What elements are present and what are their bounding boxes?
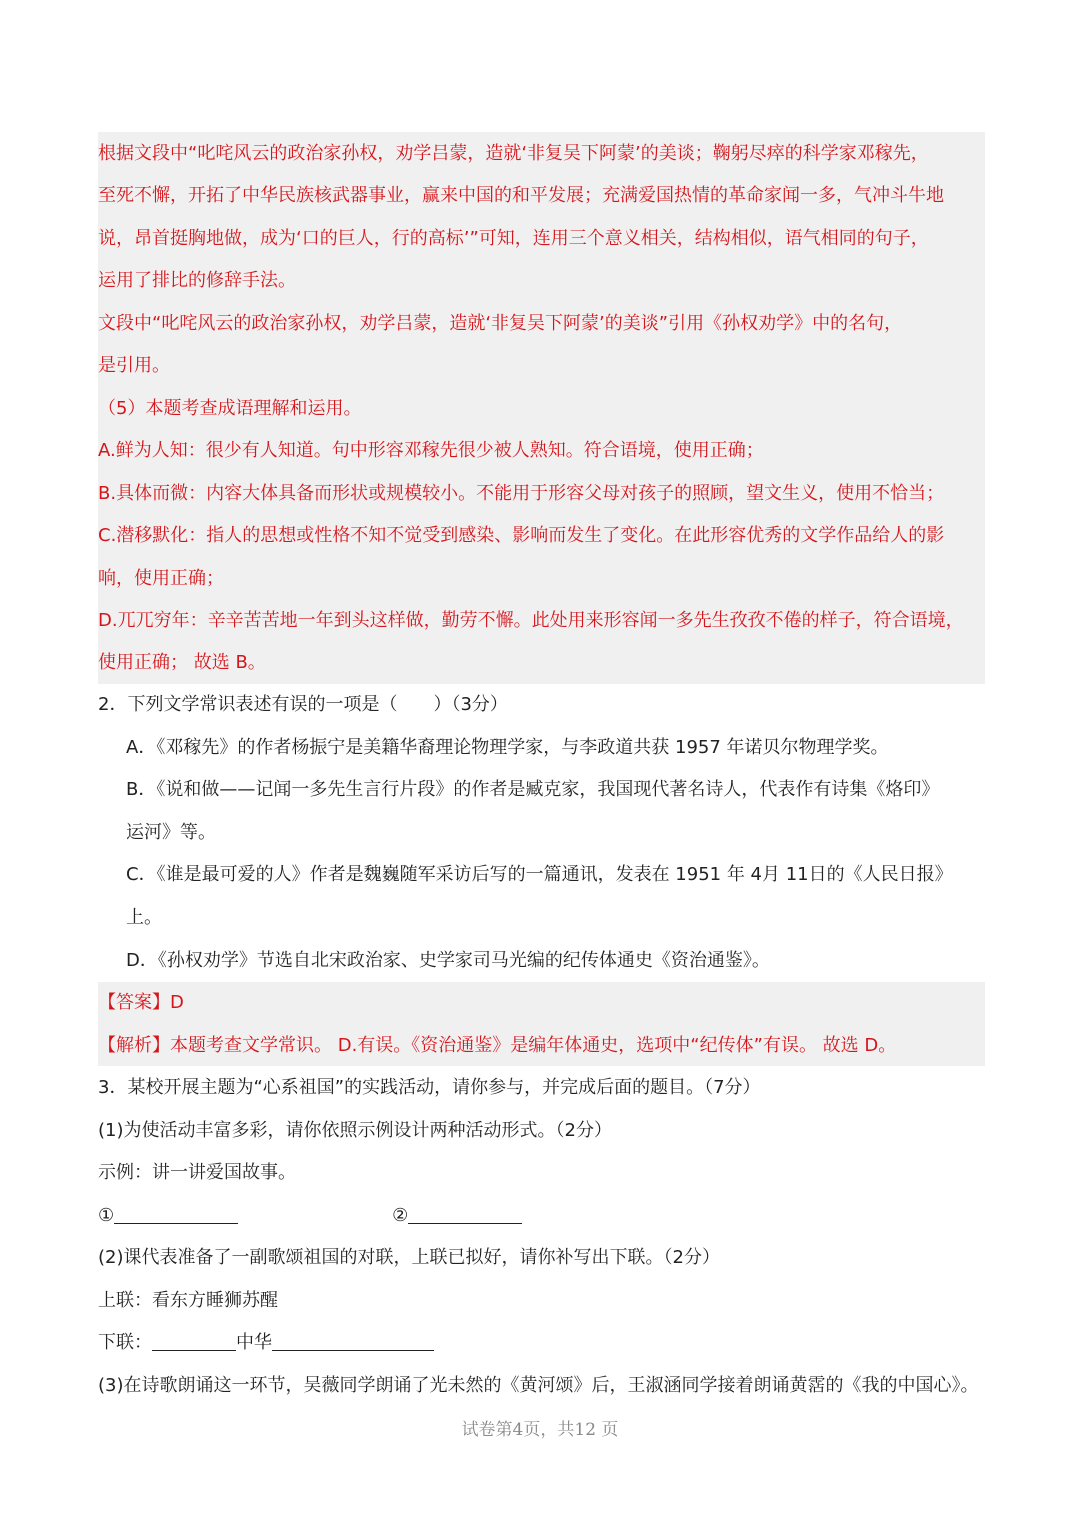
upper-couplet: 上联：看东方睡狮苏醒 bbox=[98, 1290, 278, 1311]
analysis-line: （5）本题考查成语理解和运用。 bbox=[98, 398, 362, 419]
blank-1-label: ① bbox=[98, 1205, 115, 1226]
option-a: A．《邓稼先》的作者杨振宁是美籍华裔理论物理学家，与李政道共获 1957 年诺贝尔物理学奖。 bbox=[126, 737, 889, 758]
page-footer: 试卷第4页，共12 页 bbox=[461, 1420, 619, 1440]
sub-question-3: (3)在诗歌朗诵这一环节，吴薇同学朗诵了光未然的《黄河颂》后，王淑涵同学接着朗诵黄霑的《我的中国心》。 bbox=[98, 1375, 979, 1396]
option-b-continued: 运河》等。 bbox=[126, 822, 216, 843]
option-c: C．《谁是最可爱的人》作者是魏巍随军采访后写的一篇通讯，发表在 1951 年 4月 11日的《人民日报》 bbox=[126, 864, 953, 885]
analysis-line: 使用正确； 故选 B。 bbox=[98, 652, 266, 673]
blank-2-label: ② bbox=[392, 1205, 409, 1226]
option-c-continued: 上。 bbox=[126, 907, 162, 928]
lower-couplet-row bbox=[98, 1328, 990, 1358]
analysis-line: 文段中“叱咤风云的政治家孙权，劝学吕蒙，造就‘非复吴下阿蒙’的美谈”引用《孙权劝学》中的名句， bbox=[98, 313, 903, 334]
analysis-line: 是引用。 bbox=[98, 355, 170, 376]
analysis-line: A.鲜为人知：很少有人知道。句中形容邓稼先很少被人熟知。符合语境，使用正确； bbox=[98, 440, 764, 461]
explanation-line: 【解析】本题考查文学常识。 D.有误。《资治通鉴》是编年体通史，选项中“纪传体”有误。 故选 D。 bbox=[98, 1035, 897, 1056]
analysis-line: 响，使用正确； bbox=[98, 568, 224, 589]
analysis-line: 至死不懈，开拓了中华民族核武器事业，赢来中国的和平发展；充满爱国热情的革命家闻一多，气冲斗牛地 bbox=[98, 185, 944, 206]
analysis-line: B.具体而微：内容大体具备而形状或规模较小。不能用于形容父母对孩子的照顾，望文生义，使用不恰当； bbox=[98, 483, 945, 504]
question-stem: 2．下列文学常识表述有误的一项是（ ）（3分） bbox=[98, 694, 508, 715]
example-line: 示例：讲一讲爱国故事。 bbox=[98, 1162, 296, 1183]
analysis-line: 运用了排比的修辞手法。 bbox=[98, 270, 296, 291]
question-stem: 3．某校开展主题为“心系祖国”的实践活动，请你参与，并完成后面的题目。（7分） bbox=[98, 1077, 761, 1098]
answer-blank-1[interactable] bbox=[114, 1205, 238, 1224]
analysis-line: C.潜移默化：指人的思想或性格不知不觉受到感染、影响而发生了变化。在此形容优秀的文学作品给人的影 bbox=[98, 525, 945, 546]
analysis-line: 根据文段中“叱咤风云的政治家孙权，劝学吕蒙，造就‘非复吴下阿蒙’的美谈；鞠躬尽瘁的科学家邓稼先， bbox=[98, 143, 929, 164]
answer-blank-2[interactable] bbox=[408, 1205, 522, 1224]
lower-couplet-label: 下联： bbox=[98, 1332, 152, 1353]
lower-couplet-middle: 中华 bbox=[236, 1332, 272, 1353]
analysis-line: D.兀兀穷年：辛辛苦苦地一年到头这样做，勤劳不懈。此处用来形容闻一多先生孜孜不倦的样子，符合语境， bbox=[98, 610, 964, 631]
lower-couplet-blank-1[interactable] bbox=[152, 1332, 236, 1351]
option-d: D．《孙权劝学》节选自北宋政治家、史学家司马光编的纪传体通史《资治通鉴》。 bbox=[126, 950, 770, 971]
lower-couplet-blank-2[interactable] bbox=[272, 1332, 434, 1351]
answer-line: 【答案】D bbox=[98, 992, 184, 1013]
option-b: B．《说和做——记闻一多先生言行片段》的作者是臧克家，我国现代著名诗人，代表作有诗集《烙印》 bbox=[126, 779, 940, 800]
analysis-line: 说，昂首挺胸地做，成为‘口的巨人，行的高标’”可知，连用三个意义相关，结构相似，语气相同的句子， bbox=[98, 228, 929, 249]
sub-question-1: (1)为使活动丰富多彩，请你依照示例设计两种活动形式。（2分） bbox=[98, 1120, 612, 1141]
sub-question-2: (2)课代表准备了一副歌颂祖国的对联，上联已拟好，请你补写出下联。（2分） bbox=[98, 1247, 720, 1268]
answer-blanks-row bbox=[98, 1201, 990, 1231]
